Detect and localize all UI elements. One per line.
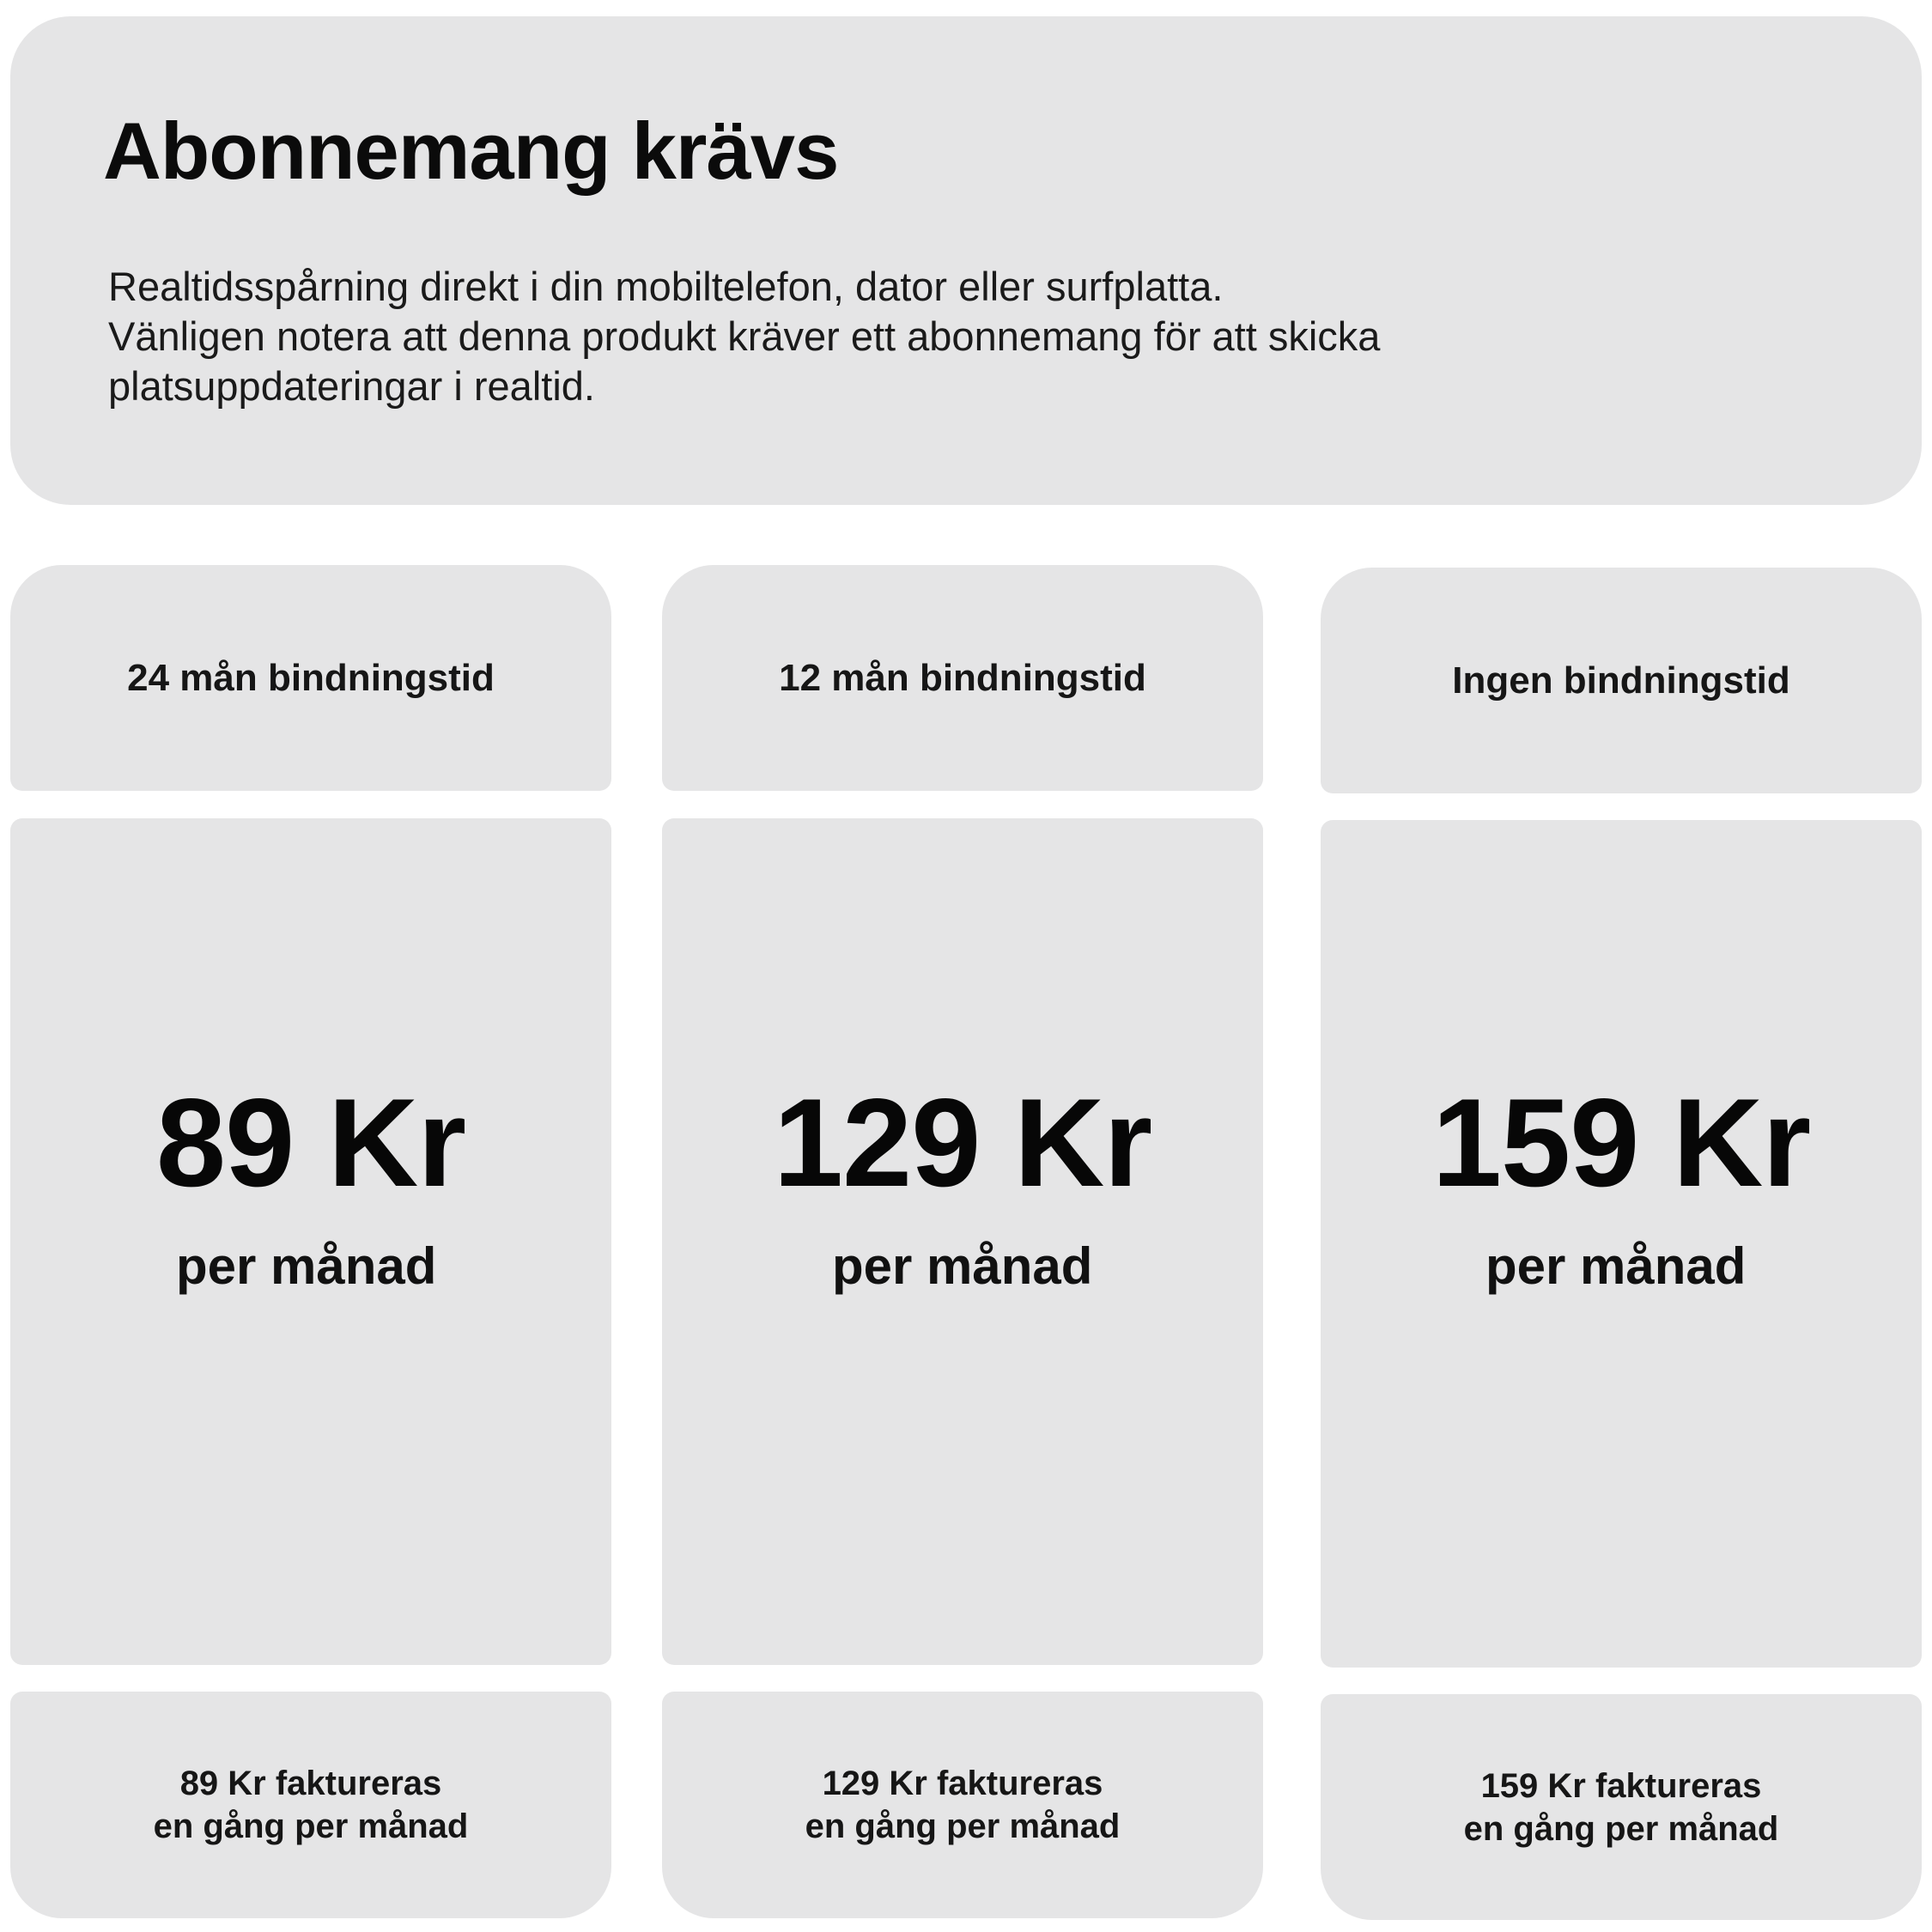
- billing-frequency-line: en gång per månad: [805, 1807, 1121, 1845]
- subscription-description: [108, 262, 1380, 411]
- subscription-info-panel: [10, 16, 1922, 505]
- plan-no-commitment-billing[interactable]: [1321, 1694, 1922, 1920]
- billing-frequency-line: en gång per månad: [1463, 1809, 1779, 1848]
- plan-24-month-header[interactable]: [10, 565, 611, 791]
- plan-price: 89 Kr: [155, 1072, 466, 1212]
- billing-amount-line: 89 Kr faktureras: [179, 1765, 442, 1802]
- plan-commitment-label: 24 mån bindningstid: [127, 656, 495, 699]
- plan-24-month-billing[interactable]: [10, 1692, 611, 1918]
- plan-price-period: per månad: [1485, 1237, 1747, 1295]
- plan-price-period: per månad: [176, 1237, 437, 1295]
- plan-price-period: per månad: [832, 1237, 1093, 1295]
- plan-no-commitment-header[interactable]: [1321, 568, 1922, 793]
- plan-24-month-price-card[interactable]: [10, 818, 611, 1665]
- page-title: Abonnemang krävs: [103, 106, 839, 196]
- billing-amount-line: 129 Kr faktureras: [822, 1765, 1103, 1802]
- plan-commitment-label: Ingen bindningstid: [1452, 659, 1790, 702]
- plan-price: 129 Kr: [773, 1072, 1152, 1212]
- description-line: platsuppdateringar i realtid.: [108, 363, 595, 409]
- plan-commitment-label: 12 mån bindningstid: [779, 656, 1146, 699]
- plan-12-month-price-card[interactable]: [662, 818, 1263, 1665]
- description-line: Vänligen notera att denna produkt kräver ett abonnemang för att skicka: [108, 313, 1381, 359]
- description-line: Realtidsspårning direkt i din mobiltelefon, dator eller surfplatta.: [108, 264, 1224, 309]
- billing-amount-line: 159 Kr faktureras: [1480, 1766, 1762, 1805]
- plan-no-commitment-price-card[interactable]: [1321, 820, 1922, 1668]
- plan-12-month-header[interactable]: [662, 565, 1263, 791]
- plan-12-month-billing[interactable]: [662, 1692, 1263, 1918]
- billing-frequency-line: en gång per månad: [153, 1807, 469, 1845]
- plan-price: 159 Kr: [1431, 1072, 1811, 1212]
